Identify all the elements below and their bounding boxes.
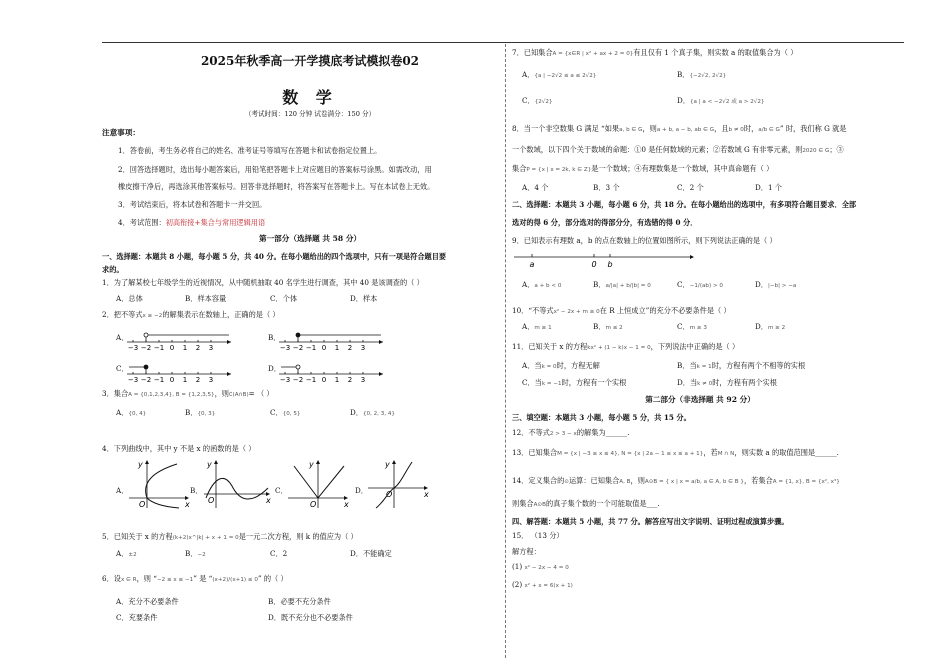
q11-option-b: B．当k = 1时，方程有两个不相等的实根 (677, 361, 806, 370)
q2-numberline-c (125, 356, 235, 384)
y-axis-arrow (392, 460, 396, 464)
q2-label-b: B． (268, 333, 281, 342)
origin-label: O (139, 500, 146, 509)
q5-option-b: B．−2 (185, 549, 206, 558)
tick-label: −1 (153, 376, 165, 384)
q15-item-2: (2) x² + x = 6(x + 1) (512, 580, 573, 589)
q3-option-b: B．{0, 3} (185, 408, 216, 417)
tick-label: 2 (347, 376, 353, 384)
q8-line1: 8．当一个非空数集 G 满足 “如果a, b ∈ G，则a + b, a − b, ab ∈ G，且b ≠ 0时，a/b ∈ G” 时，我们称 G 就是 (512, 124, 847, 133)
q15-stem: 15． （13 分） (512, 531, 564, 540)
q4-label-b: B． (190, 486, 203, 495)
q2-stem: 2．把不等式x ≥ −2的解集表示在数轴上，正确的是（ ） (102, 310, 280, 319)
y-axis-label: y (138, 460, 143, 469)
q8-option-c: C．2 个 (677, 183, 704, 192)
column-divider (505, 44, 506, 658)
section2-heading-cont: 选对的得 6 分，部分选对的得部分分，有选错的得 0 分． (512, 218, 698, 227)
tick-label: 1 (334, 376, 340, 384)
q2-numberline-d (277, 356, 387, 384)
section1-heading-cont: 求的。 (102, 265, 124, 274)
q15-item-1: (1) x² − 2x − 4 = 0 (512, 562, 569, 571)
q4-graph-c (286, 458, 350, 510)
curve-wave (206, 478, 268, 499)
tick-label: −3 (127, 376, 139, 384)
tick-label: −2 (292, 344, 304, 352)
q6-option-b: B．必要不充分条件 (268, 597, 331, 606)
q4-graph-d (366, 458, 430, 510)
q11-option-d: D．当k ≠ 0时，方程有两个实根 (677, 378, 777, 387)
tick-label: 2 (195, 344, 201, 352)
y-axis-label: y (309, 460, 314, 469)
q5-option-a: A．±2 (116, 549, 137, 558)
part2-heading: 第二部分（非选择题 共 92 分） (645, 395, 755, 404)
section4-heading: 四、解答题：本题共 5 小题，共 77 分。解答应写出文字说明、证明过程或演算步骤。 (512, 517, 789, 526)
axis-arrow (379, 340, 383, 344)
q5-option-d: D．不能确定 (350, 549, 392, 558)
tick-label: 2 (195, 376, 201, 384)
q4-stem: 4．下列曲线中，其中 y 不是 x 的函数的是（ ） (102, 444, 256, 453)
q2-numberline-b (277, 324, 387, 352)
axis-arrow (227, 340, 231, 344)
q15-sub: 解方程： (512, 547, 541, 556)
q11-option-c: C．当k = −1时，方程有一个实根 (522, 378, 627, 387)
axis-arrow (227, 372, 231, 376)
tick-label: 3 (360, 376, 366, 384)
y-axis-label: y (385, 460, 390, 469)
x-axis-label: x (266, 496, 271, 505)
notice-heading: 注意事项： (102, 128, 140, 137)
endpoint-marker (296, 333, 300, 337)
q9-option-b: B．a/|a| + b/|b| = 0 (593, 280, 651, 289)
y-axis-arrow (214, 460, 218, 464)
q9-option-a: A．a + b < 0 (522, 280, 562, 289)
q9-stem: 9．已知表示有理数 a，b 的点在数轴上的位置如图所示，则下列说法正确的是（ ） (512, 236, 777, 245)
q2-label-a: A． (116, 333, 129, 342)
part1-heading: 第一部分（选择题 共 58 分） (258, 234, 362, 243)
q8-option-d: D．1 个 (755, 183, 782, 192)
q1-option-a: A．总体 (116, 294, 143, 303)
section1-heading: 一、选择题：本题共 8 小题，每小题 5 分，共 40 分。在每小题给出的四个选项中，只有一项是符合题目要 (102, 252, 447, 261)
origin-label: O (208, 496, 215, 505)
q7-option-a: A．{a | −2√2 ≤ a ≤ 2√2} (522, 70, 597, 79)
y-axis-arrow (145, 460, 149, 464)
q8-line3: 集合P = {x | x = 2k, k ∈ Z}是一个数域；④有理数集是一个数域，其中真命题有（ ） (512, 164, 774, 173)
q10-option-c: C．m ≥ 3 (677, 322, 707, 331)
q4-label-a: A． (116, 486, 129, 495)
q2-numberline-a (125, 324, 235, 352)
q1-option-c: C．个体 (270, 294, 298, 303)
exam-title: 2025年秋季高一开学摸底考试模拟卷02 (200, 54, 420, 68)
q4-graph-b (202, 458, 272, 510)
origin-label: O (386, 490, 393, 499)
notice-item: 2．回答选择题时，选出每小题答案后，用铅笔把答题卡上对应题目的答案标号涂黑。如需改动，用 (118, 165, 432, 174)
axis-arrow (379, 372, 383, 376)
y-axis-arrow (316, 460, 320, 464)
tick-label: 0 (321, 376, 327, 384)
tick-label: −2 (140, 376, 152, 384)
exam-subject: 数 学 (282, 88, 338, 107)
q4-label-d: D． (355, 486, 368, 495)
q10-stem: 10．“不等式x² − 2x + m ≥ 0在 R 上恒成立”的充分不必要条件是（ ） (512, 306, 731, 315)
tick-label: 3 (360, 344, 366, 352)
q7-option-d: D．{a | a < −2√2 或 a > 2√2} (677, 96, 765, 105)
q5-option-c: C．2 (270, 549, 288, 558)
axis-arrow (690, 255, 694, 259)
q14-line2: 则集合A⊙B的真子集个数的一个可能取值是___. (512, 499, 660, 508)
q10-option-d: D．m ≥ 2 (755, 322, 786, 331)
q1-option-b: B．样本容量 (185, 294, 227, 303)
point-label: a (529, 260, 535, 269)
notice-item: 橡皮擦干净后，再选涂其他答案标号。回答非选择题时，将答案写在答题卡上。写在本试卷上无效。 (118, 182, 435, 191)
tick-label: 1 (182, 344, 188, 352)
section3-heading: 三、填空题：本题共 3 小题，每小题 5 分，共 15 分。 (512, 413, 691, 422)
q4-graph-a (127, 458, 191, 510)
q4-label-c: C． (275, 486, 288, 495)
q1-stem: 1．为了解某校七年级学生的近视情况，从中随机抽取 40 名学生进行调查，其中 40 是该调查的（ ） (102, 278, 424, 287)
curve-abs-value (294, 466, 344, 498)
tick-label: 0 (169, 344, 175, 352)
q5-stem: 5．已知关于 x 的方程(k+2)x^|k| + x + 1 = 0是一元二次方程，则 k 的值应为（ ） (102, 532, 358, 541)
q8-option-b: B．3 个 (593, 183, 620, 192)
tick-label: −3 (127, 344, 139, 352)
notice-item: 3．考试结束后，将本试卷和答题卡一并交回。 (118, 200, 267, 209)
tick-label: 3 (208, 344, 214, 352)
q11-option-a: A．当k = 0时，方程无解 (522, 361, 600, 370)
q9-option-d: D．|−b| > −a (755, 280, 797, 289)
q3-option-d: D．{0, 2, 3, 4} (350, 408, 395, 417)
q8-option-a: A．4 个 (522, 183, 549, 192)
q8-line2: 一个数域，以下四个关于数域的命题：①0 是任何数域的元素；②若数域 G 有非零元素，则2020 ∈ G；③ (512, 145, 844, 154)
x-axis-label: x (344, 500, 349, 509)
endpoint-marker (296, 365, 300, 369)
q10-option-b: B．m ≤ 2 (593, 322, 623, 331)
tick-label: −2 (140, 344, 152, 352)
q3-option-a: A．{0, 4} (116, 408, 147, 417)
notice-scope: 4．考试范围：初高衔接+集合与常用逻辑用语 (118, 218, 266, 227)
notice-item: 1．答卷前，考生务必将自己的姓名、准考证号等填写在答题卡和试卷指定位置上。 (118, 146, 382, 155)
tick-label: −1 (305, 344, 317, 352)
q3-option-c: C．{0, 5} (270, 408, 301, 417)
q7-option-b: B．{−2√2, 2√2} (677, 70, 727, 79)
tick-label: −1 (153, 344, 165, 352)
endpoint-marker (144, 333, 148, 337)
q7-option-c: C．{2√2} (522, 96, 553, 105)
q9-numberline (512, 251, 697, 271)
q6-option-d: D．既不充分也不必要条件 (268, 613, 353, 622)
q7-stem: 7．已知集合A = {x∈R | x² + ax + 2 = 0}有且仅有 1 个真子集，则实数 a 的取值集合为（ ） (512, 48, 798, 57)
tick-label: 1 (334, 344, 340, 352)
tick-label: 0 (321, 344, 327, 352)
top-rule (102, 42, 904, 43)
tick-label: 3 (208, 376, 214, 384)
q11-stem: 11．已知关于 x 的方程kx² + (1 − k)x − 1 = 0，下列说法中正确的是（ ） (512, 342, 740, 351)
y-axis-label: y (207, 460, 212, 469)
endpoint-marker (144, 365, 148, 369)
point-label: b (607, 260, 613, 269)
q6-option-a: A．充分不必要条件 (116, 597, 179, 606)
tick-label: −3 (279, 376, 291, 384)
x-axis-label: x (185, 500, 190, 509)
exam-meta: （考试时间：120 分钟 试卷满分：150 分） (244, 110, 376, 118)
origin-label: O (310, 500, 317, 509)
q13-stem: 13．已知集合M = {x | −3 ≤ x ≤ 4}, N = {x | 2a − 1 ≤ x ≤ a + 1}，若M ∩ N，则实数 a 的取值范围是______. (512, 448, 839, 457)
tick-label: 2 (347, 344, 353, 352)
tick-label: −2 (292, 376, 304, 384)
point-label: 0 (591, 260, 597, 269)
tick-label: 1 (182, 376, 188, 384)
q2-label-d: D． (268, 364, 281, 373)
q14-line1: 14．定义集合的⊙运算：已知集合A, B，则A⊙B = { x | x = a/b, a ∈ A, b ∈ B }，若集合A = {1, x}, B = {x², x³} (512, 476, 840, 485)
x-axis-label: x (424, 490, 429, 499)
q2-label-c: C． (116, 364, 129, 373)
q12-stem: 12．不等式2 > 3 − x的解集为______. (512, 428, 630, 437)
section2-heading: 二、选择题：本题共 3 小题，每小题 6 分，共 18 分。在每小题给出的选项中，有多项符合题目要求．全部 (512, 200, 857, 209)
tick-label: −3 (279, 344, 291, 352)
q3-stem: 3．集合A = {0,1,2,3,4}, B = {1,2,3,5}，则∁(A∩B)= （ ） (102, 389, 274, 398)
curve-sideways-parabola (146, 464, 179, 508)
q10-option-a: A．m ≥ 1 (522, 322, 552, 331)
q9-option-c: C．−1/(ab) > 0 (677, 280, 723, 289)
tick-label: −1 (305, 376, 317, 384)
q6-stem: 6．设x ∈ R，则 “−2 ≤ x ≤ −1” 是 “(x+2)/(x+1) ≤ 0” 的（ ） (102, 574, 288, 583)
tick-label: 0 (169, 376, 175, 384)
q6-option-c: C．充要条件 (116, 613, 158, 622)
q1-option-d: D．样本 (350, 294, 378, 303)
